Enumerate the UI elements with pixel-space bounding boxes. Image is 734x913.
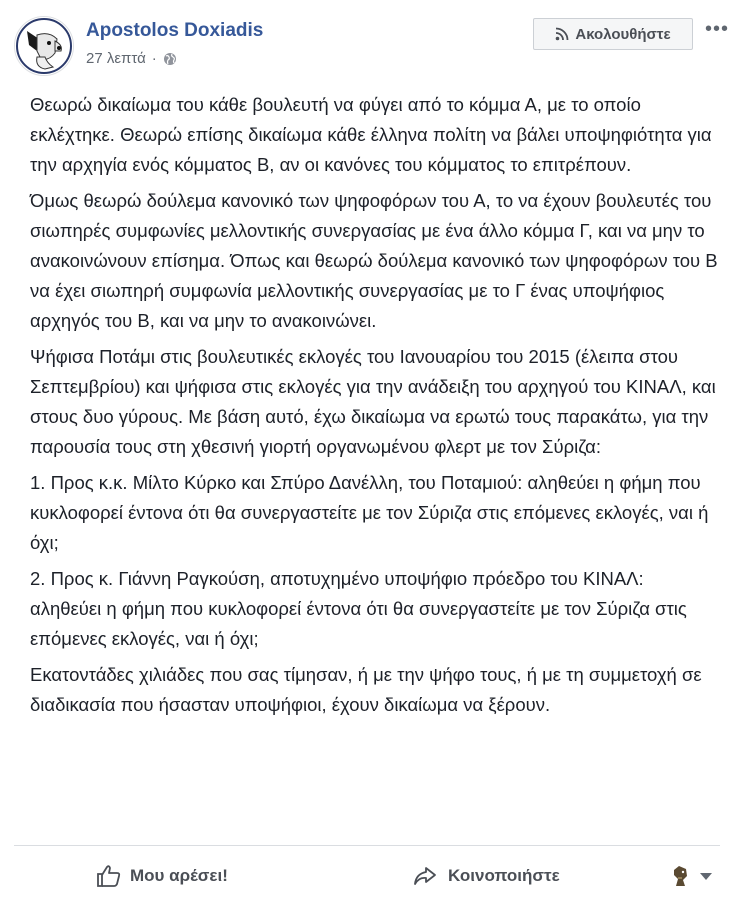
post-actions-bar: [14, 845, 720, 906]
dog-avatar-icon: [15, 17, 73, 75]
like-button-label: Μου αρέσει!: [130, 866, 228, 885]
share-button-label: Κοινοποιήστε: [448, 866, 560, 885]
share-button[interactable]: [412, 858, 560, 894]
post-paragraph-3: Ψήφισα Ποτάμι στις βουλευτικές εκλογές του Ιανουαρίου του 2015 (έλειπα στου Σεπτεμβρίου) και ψήφισα στις εκλογές για την ανάδειξη του αρχηγού του ΚΙΝΑΛ, και στους δυο γύρους. Με βάση αυτό, έχω δικαίωμα να ερωτώ τους παρακάτω, για την παρουσία τους στη χθεσινή γιορτή οργανωμένου φλερτ με τον Σύριζα:: [30, 346, 716, 457]
post-paragraph-6: Εκατοντάδες χιλιάδες που σας τίμησαν, ή με την ψήφο τους, ή με τη συμμετοχή σε διαδικασία που ήσασταν υποψήφιοι, έχουν δικαίωμα να ξέρουν.: [30, 664, 702, 715]
globe-icon[interactable]: [163, 52, 177, 66]
thumbs-up-icon: [96, 864, 122, 888]
post-time[interactable]: 27 λεπτά: [86, 50, 146, 67]
chevron-down-icon[interactable]: [700, 873, 712, 880]
post-header: [0, 0, 734, 90]
post-body: [30, 90, 720, 726]
rss-icon: [555, 27, 569, 41]
post-meta: [86, 50, 177, 67]
reaction-avatar-icon[interactable]: [670, 864, 692, 888]
like-button[interactable]: [96, 858, 228, 894]
more-options-icon[interactable]: •••: [704, 17, 729, 40]
follow-button[interactable]: [533, 18, 693, 50]
post-paragraph-4: 1. Προς κ.κ. Μίλτο Κύρκο και Σπύρο Δανέλλη, του Ποταμιού: αληθεύει η φήμη που κυκλοφορεί έντονα ότι θα συνεργαστείτε με τον Σύριζα στις επόμενες εκλογές, ναι ή όχι;: [30, 472, 709, 553]
author-avatar[interactable]: [14, 16, 74, 76]
follow-button-label: Ακολουθήστε: [575, 25, 671, 43]
meta-separator: ·: [151, 50, 157, 67]
post-paragraph-1: Θεωρώ δικαίωμα του κάθε βουλευτή να φύγει από το κόμμα Α, με το οποίο εκλέχτηκε. Θεωρώ επίσης δικαίωμα κάθε έλληνα πολίτη να βάλει υποψηφιότητα για την αρχηγία ενός κόμματος Β, αν οι κανόνες του κόμματος το επιτρέπουν.: [30, 94, 712, 175]
post-paragraph-2: Όμως θεωρώ δούλεμα κανονικό των ψηφοφόρων του Α, το να έχουν βουλευτές του σιωπηρές συμφωνίες μελλοντικής συνεργασίας με ένα άλλο κόμμα Γ, και να μην το ανακοινώνουν επίσημα. Όπως και θεωρώ δούλεμα κανονικό των ψηφοφόρων του Β να έχει σιωπηρή συμφωνία μελλοντικής συνεργασίας με το Γ ένας υποψήφιος αρχηγός του Β, και να μην το ανακοινώνει.: [30, 190, 718, 331]
share-arrow-icon: [412, 864, 438, 888]
post-paragraph-5: 2. Προς κ. Γιάννη Ραγκούση, αποτυχημένο υποψήφιο πρόεδρο του ΚΙΝΑΛ: αληθεύει η φήμη που κυκλοφορεί έντονα ότι θα συνεργαστείτε με τον Σύριζα στις επόμενες εκλογές, ναι ή όχι;: [30, 568, 687, 649]
author-name-link[interactable]: Apostolos Doxiadis: [86, 20, 264, 41]
